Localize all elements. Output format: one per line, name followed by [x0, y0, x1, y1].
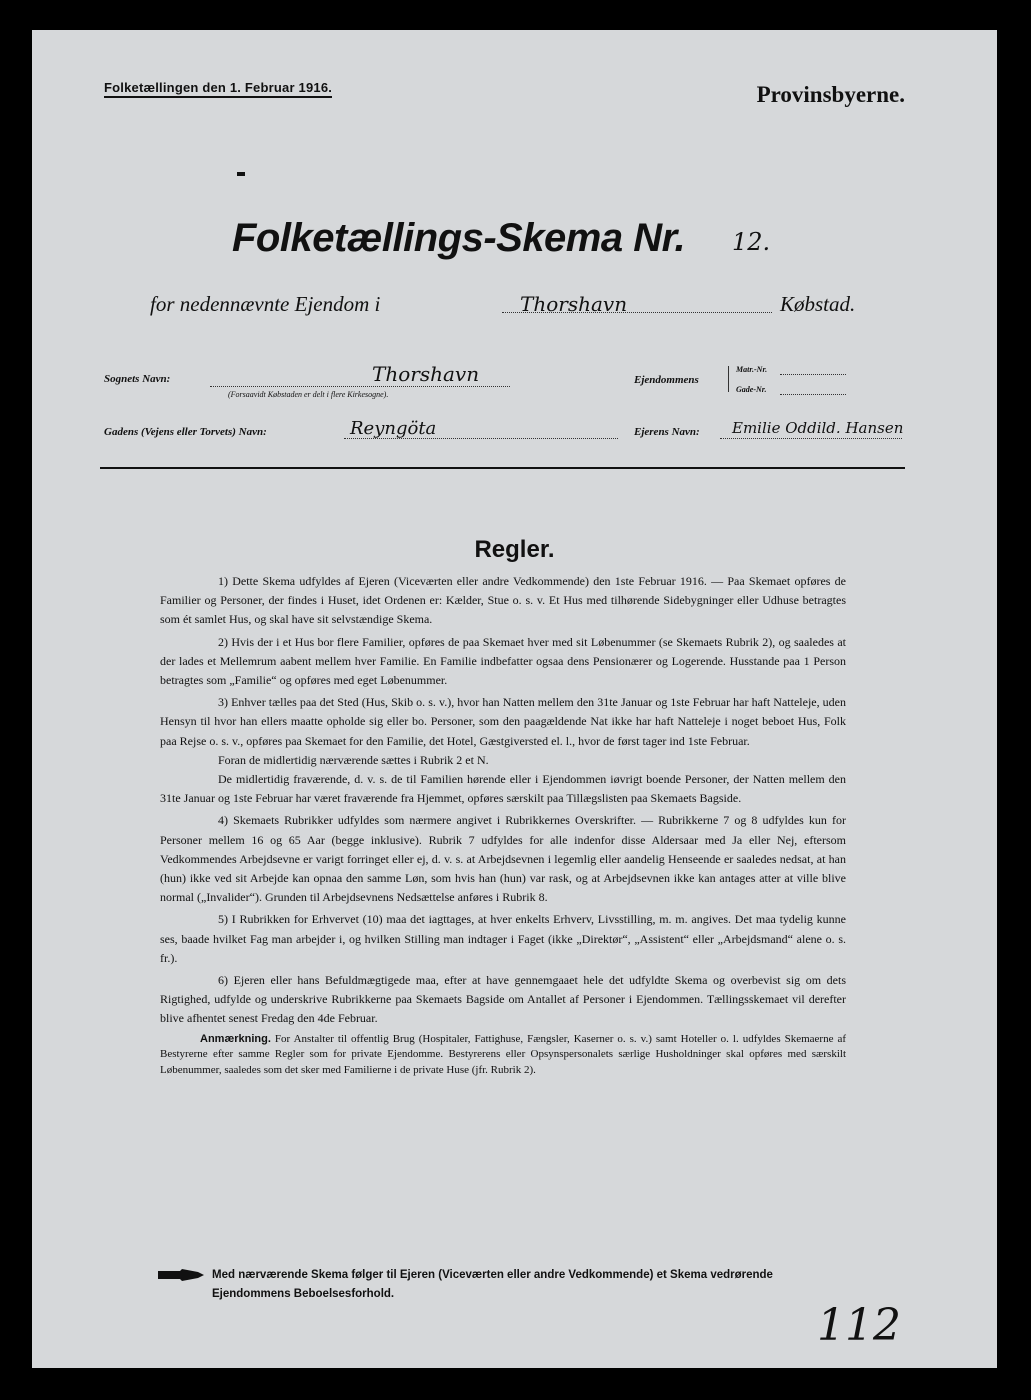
owner-line — [720, 438, 902, 439]
parish-line — [210, 386, 510, 387]
footer-note: Med nærværende Skema følger til Ejeren (Viceværten eller andre Vedkommende) et Skema vedrørende Ejendommens Beboelsesforhold. — [212, 1269, 773, 1300]
form-title: Folketællings-Skema Nr. — [232, 216, 686, 260]
page-number: 112 — [817, 1300, 901, 1351]
matr-line — [780, 374, 846, 375]
rule-6: 6) Ejeren eller hans Befuldmægtigede maa, efter at have gennemgaaet hele det udfyldte Skema og overbevist sig om dets Rigtighed, udfylde og underskrive Rubrikkerne paa Skemaets Bagside om Antallet af Personer i Ejendommen. Tællingsskemaet vil derefter blive afhentet senest Fredag den 4de Februar. — [160, 973, 846, 1026]
parish-label: Sognets Navn: — [104, 373, 171, 385]
parish-note: (Forsaavidt Købstaden er delt i flere Kirkesogne). — [228, 390, 389, 399]
remark-text: For Anstalter til offentlig Brug (Hospitaler, Fattighuse, Fængsler, Kaserner o. s. v.) samt Hoteller o. l. udfyldes Skemaerne af Bestyrerne efter samme Regler som for private Ejendomme. Bestyrerens eller Opsynspersonalets særlige Husholdninger skal opføres med særskilt Løbenummer, saaledes som det sker med Familierne i de private Huse (jfr. Rubrik 2). — [160, 1032, 846, 1076]
rule-5: 5) I Rubrikken for Erhvervet (10) maa det iagttages, at hver enkelts Erhverv, Livsstilling, m. m. angives. Det maa tydelig kunne ses, baade hvilket Fag man arbejder i, og hvilken Stilling man indtager i Faget (ikke „Direktør“, „Assistent“ eller „Arbejdsmand“ alene o. s. fr.). — [160, 912, 846, 965]
street-value: Reyngöta — [350, 418, 437, 439]
matr-label: Matr.-Nr. — [736, 365, 768, 374]
pointing-hand-icon — [158, 1268, 204, 1282]
gade-nr-label: Gade-Nr. — [736, 385, 767, 394]
property-label: Ejendommens — [634, 374, 699, 386]
rule-2: 2) Hvis der i et Hus bor flere Familier, opføres de paa Skemaet hver med sit Løbenummer (se Skemaets Rubrik 2), og saaledes at der lades et Mellemrum aabent mellem hver Familie. En Familie indbefatter ogsaa dens Pensionærer og Logerende. Husstande paa 1 Person betragtes som „Familie“ og opføres med eget Løbenummer. — [160, 634, 846, 688]
rules-body — [160, 572, 846, 1081]
property-bracket — [728, 366, 729, 392]
section-divider — [100, 467, 905, 469]
subline-prefix: for nedennævnte Ejendom i — [150, 292, 381, 316]
form-number: 12. — [732, 228, 771, 256]
census-form-page — [32, 30, 997, 1368]
rule-3c: De midlertidig fraværende, d. v. s. de til Familien hørende eller i Ejendommen iøvrigt boende Personer, der Natten mellem den 31te Januar og 1ste Februar har været fraværende fra Hjemmet, opføres særskilt paa Tillægslisten paa Skemaets Bagside. — [160, 772, 846, 806]
owner-value: Emilie Oddild. Hansen — [732, 419, 904, 437]
rule-3: 3) Enhver tælles paa det Sted (Hus, Skib o. s. v.), hvor han Natten mellem den 31te Januar og 1ste Februar har haft Natteleje, uden Hensyn til hvor han ellers maatte opholde sig eller bo. Personer, som den paagældende Nat ikke har haft Natteleje i noget beboet Hus, Folk paa Rejse o. s. v., opføres paa Skemaet for den Familie, det Hotel, Gæstgiversted el. l., hvor de først tager ind 1ste Februar. — [160, 695, 846, 748]
street-label: Gadens (Vejens eller Torvets) Navn: — [104, 426, 267, 438]
subline-suffix: Købstad. — [780, 292, 856, 316]
rule-4: 4) Skemaets Rubrikker udfyldes som nærmere angivet i Rubrikkernes Overskrifter. — Rubrikkerne 7 og 8 udfyldes kun for Personer mellem 16 og 65 Aar (begge inklusive). Rubrik 7 udfyldes for alle indenfor disse Aldersaar med Ja eller Nej, eftersom Vedkommendes Arbejdsevne er varigt forringet eller ej, d. v. s. at Arbejdsevnen i legemlig eller aandelig Henseende er saaledes nedsat, at han (hun) ikke ved sit Arbejde kan opnaa den samme Løn, som hvis han (hun) var rask, og at Arbejdsevnen ikke kan antages atter at ville blive normal („Invalider“). Grunden til Arbejdsevnens Nedsættelse anføres i Rubrik 8. — [160, 813, 846, 905]
rule-3b: Foran de midlertidig nærværende sættes i Rubrik 2 et N. — [218, 752, 489, 767]
remark — [160, 1032, 846, 1079]
region-header: Provinsbyerne. — [756, 82, 905, 107]
rule-1: 1) Dette Skema udfyldes af Ejeren (Viceværten eller andre Vedkommende) den 1ste Februar 1916. — Paa Skemaet opføres de Familier og Personer, der findes i Huset, idet Ordenen er: Kælder, Stue o. s. v. Et Hus med tilhørende Sidebygninger eller Udhuse betragtes som ét samlet Hus, og skal have sit selvstændige Skema. — [160, 574, 846, 627]
parish-value: Thorshavn — [372, 362, 480, 386]
rules-heading: Regler. — [474, 536, 555, 563]
remark-label: Anmærkning. — [200, 1032, 271, 1045]
gade-nr-line — [780, 394, 846, 395]
census-date-header: Folketællingen den 1. Februar 1916. — [104, 80, 332, 98]
town-value: Thorshavn — [520, 292, 628, 316]
ink-mark — [237, 172, 245, 176]
owner-label: Ejerens Navn: — [634, 426, 700, 438]
